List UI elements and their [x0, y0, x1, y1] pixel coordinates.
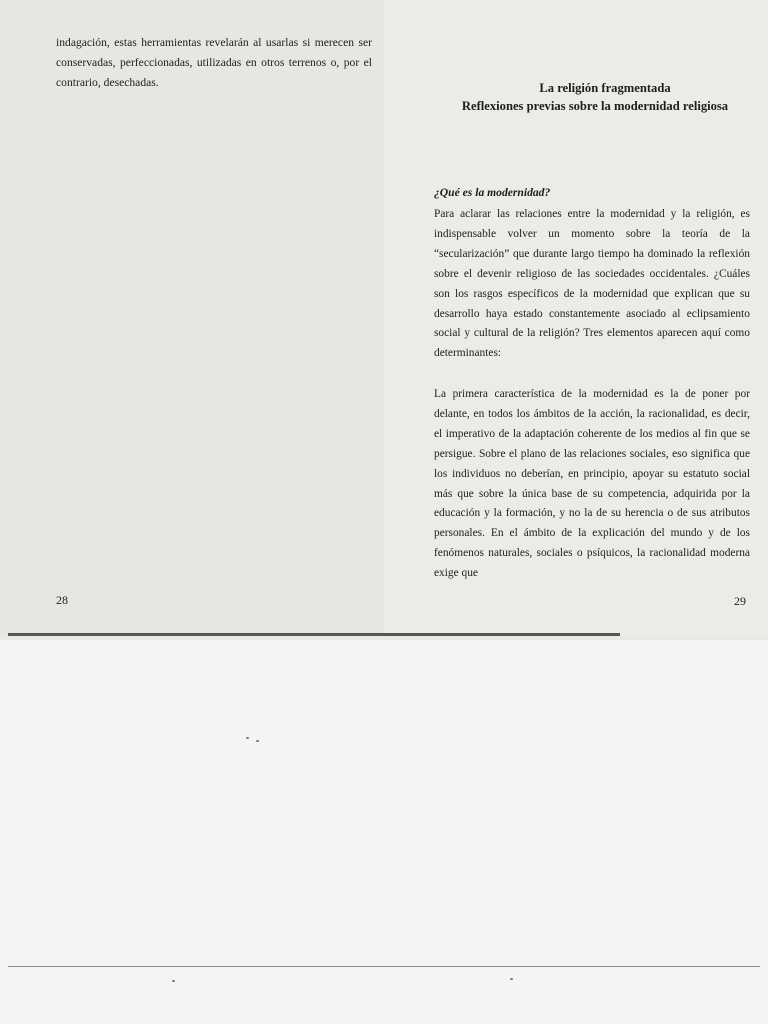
scan-speck	[246, 737, 249, 739]
section-heading: ¿Qué es la modernidad?	[434, 186, 551, 199]
body-paragraph-2: La primera característica de la modernidad es la de poner por delante, en todos los ámbitos de la acción, la racionalidad, es decir, el imperativo de la adaptación coherente de los medios al fin que se persigue. Sobre el plano de las relaciones sociales, eso significa que los individuos no deberían, en principio, apoyar su estatuto social más que sobre la única base de su competencia, adquirida por la educación y la formación, y no la de su herencia o de sus atributos personales. En el ámbito de la explicación del mundo y de los fenómenos naturales, sociales o psíquicos, la racionalidad moderna exige que	[434, 388, 750, 580]
scan-speck	[172, 980, 175, 982]
right-page-number: 29	[734, 594, 746, 608]
scan-edge-line	[8, 633, 620, 636]
scan-speck	[510, 978, 513, 980]
chapter-title: La religión fragmentada	[539, 81, 671, 95]
chapter-subtitle: Reflexiones previas sobre la modernidad religiosa	[461, 99, 729, 113]
bottom-scan-line	[8, 966, 760, 967]
body-paragraph-1: Para aclarar las relaciones entre la modernidad y la religión, es indispensable volver un momento sobre la teoría de la “secularización” que durante largo tiempo ha dominado la reflexión sobre el devenir religioso de las sociedades occidentales. ¿Cuáles son los rasgos específicos de la modernidad que explican que su desarrollo haya estado constantemente asociado al eclipsamiento social y cultural de la religión? Tres elementos aparecen aquí como determinantes:	[434, 208, 750, 360]
left-page-text	[56, 33, 372, 93]
left-page	[0, 0, 384, 635]
left-page-paragraph: indagación, estas herramientas revelarán al usarlas si merecen ser conservadas, perfeccionadas, utilizadas en otros terrenos o, por el contrario, desechadas.	[56, 36, 372, 89]
left-page-number: 28	[56, 593, 68, 607]
scan-speck	[256, 740, 259, 742]
